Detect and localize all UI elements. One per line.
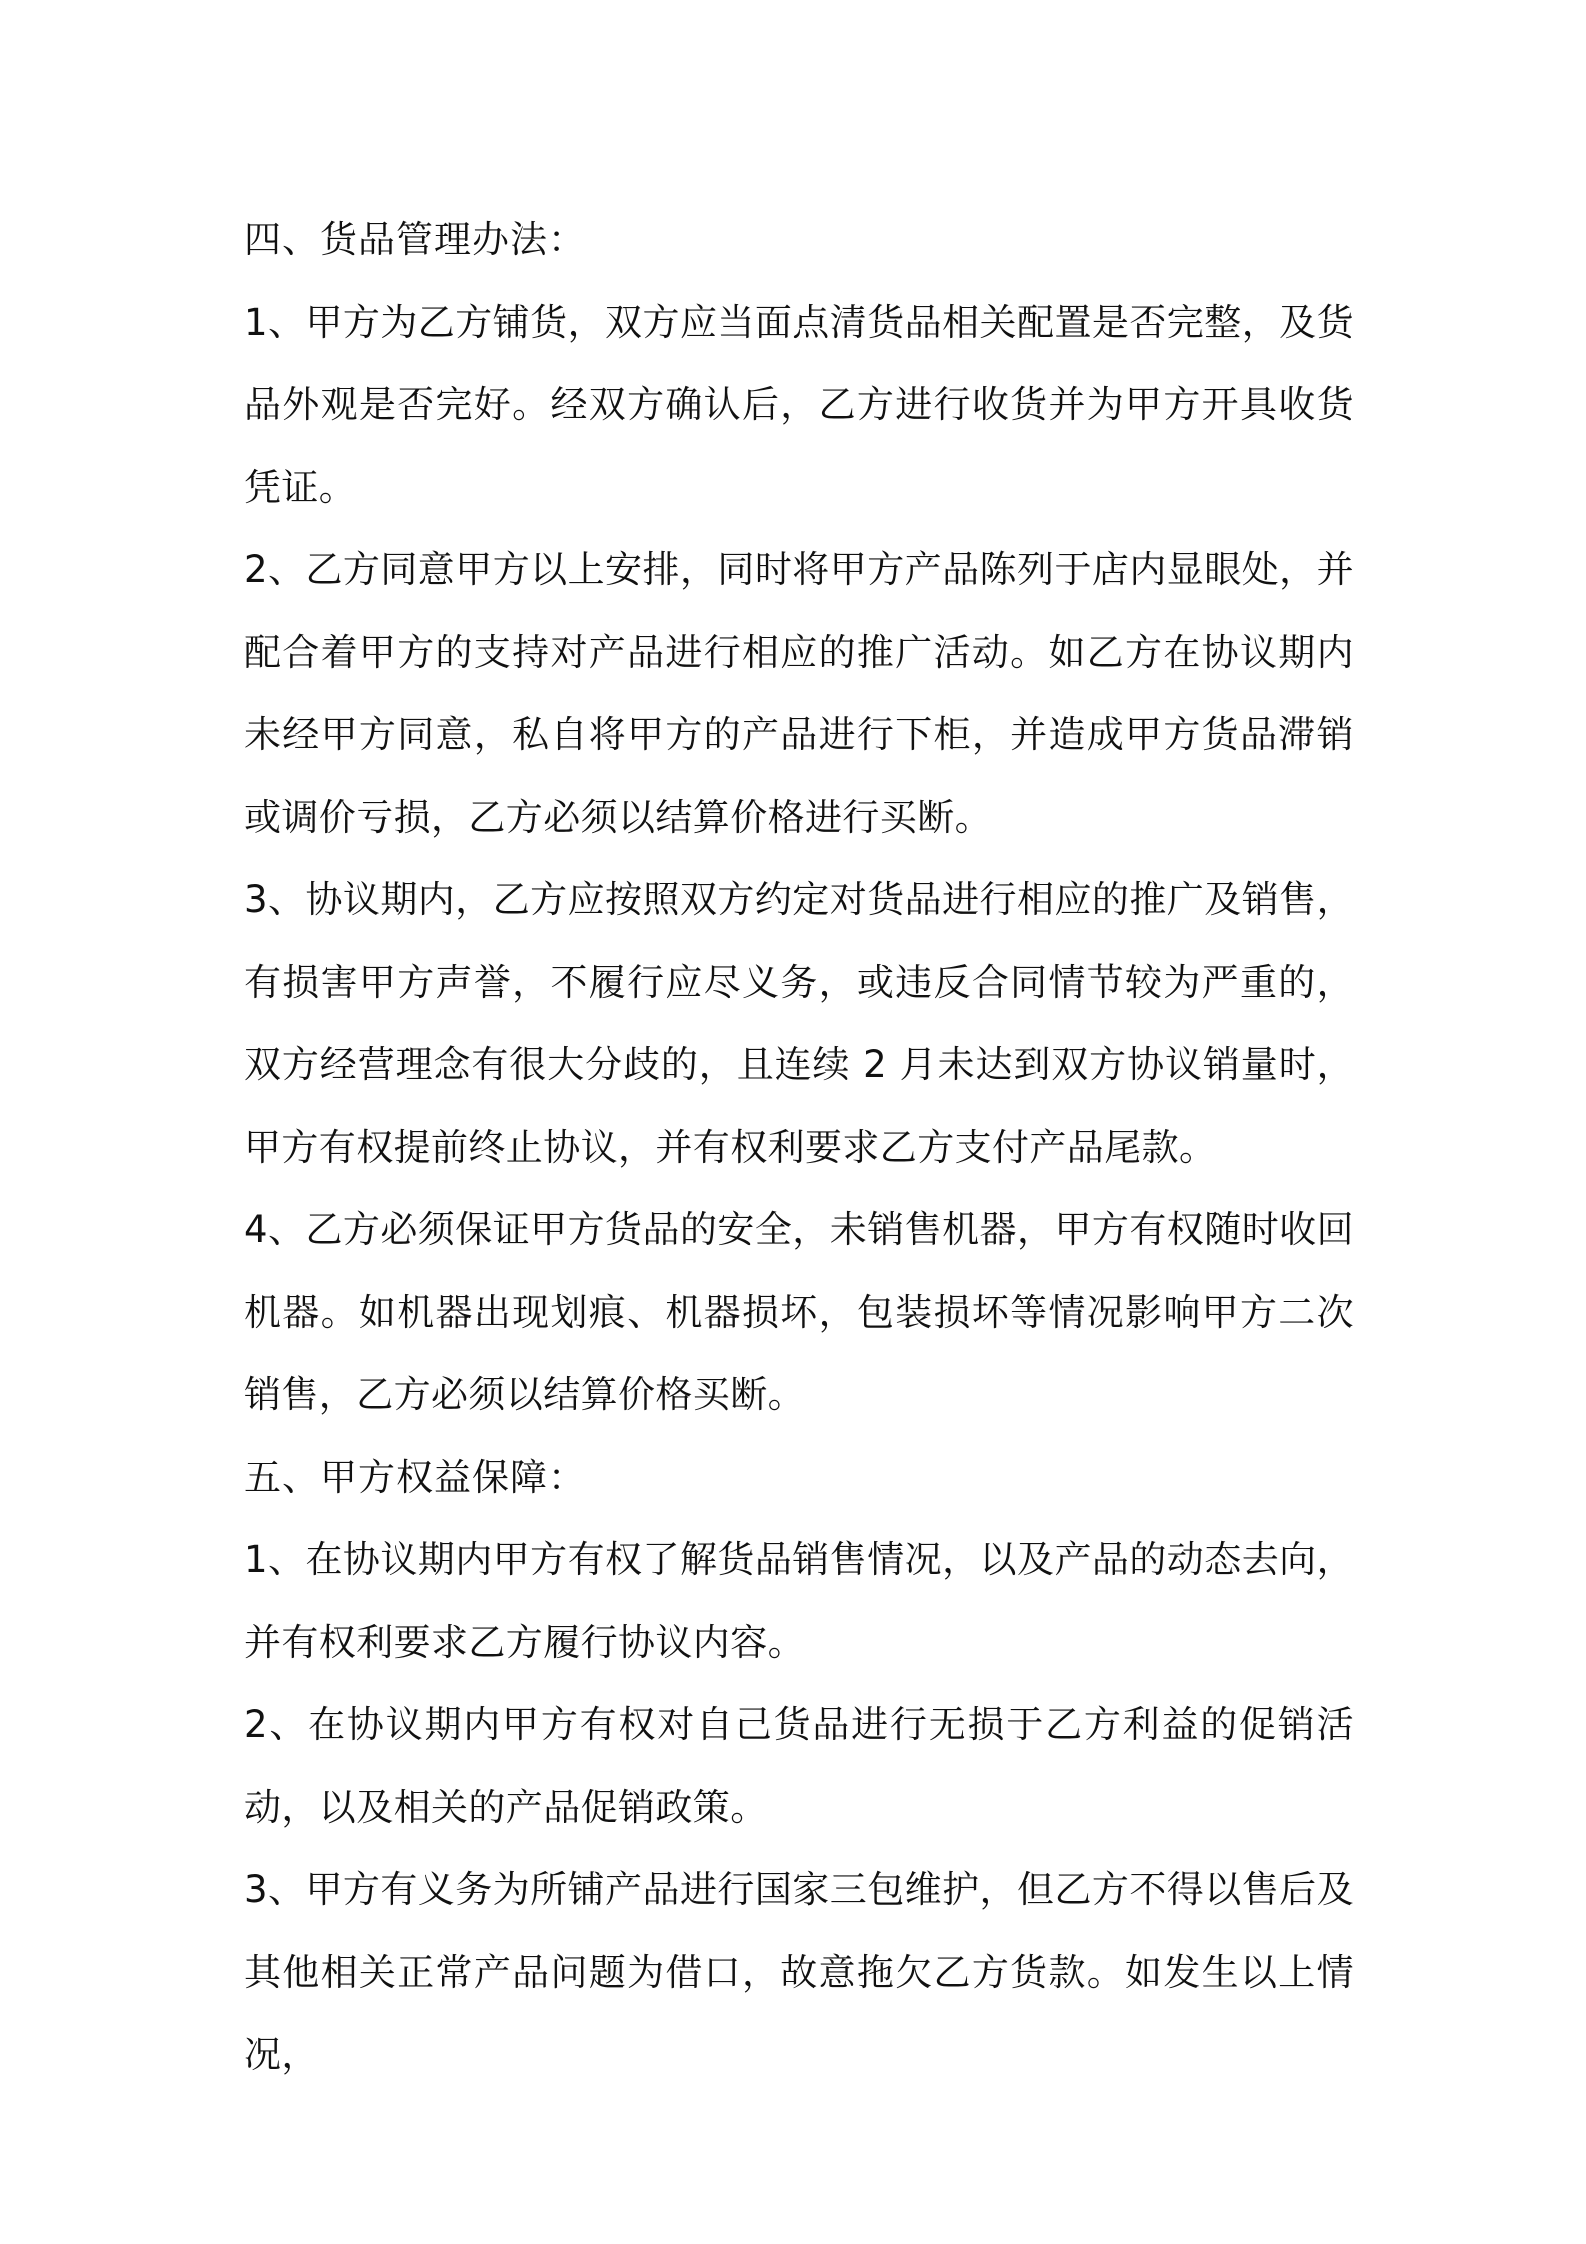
clause-4-2: 2、乙方同意甲方以上安排，同时将甲方产品陈列于店内显眼处，并配合着甲方的支持对产品进行相应的推广活动。如乙方在协议期内未经甲方同意，私自将甲方的产品进行下柜，并造成甲方货品滞销或调价亏损，乙方必须以结算价格进行买断。: [244, 548, 1354, 839]
section-heading-party-a-rights: 五、甲方权益保障：: [244, 1455, 586, 1499]
section-heading-goods-management: 四、货品管理办法：: [244, 218, 586, 261]
clause-5-3: 3、甲方有义务为所铺产品进行国家三包维护，但乙方不得以售后及其他相关正常产品问题为借口，故意拖欠乙方货款。如发生以上情况，: [244, 1868, 1354, 2076]
clause-5-1: 1、在协议期内甲方有权了解货品销售情况，以及产品的动态去向，并有权利要求乙方履行协议内容。: [244, 1538, 1354, 1664]
clause-4-1: 1、甲方为乙方铺货，双方应当面点清货品相关配置是否完整，及货品外观是否完好。经双方确认后，乙方进行收货并为甲方开具收货凭证。: [244, 300, 1354, 509]
clause-4-3: 3、协议期内，乙方应按照双方约定对货品进行相应的推广及销售，有损害甲方声誉，不履行应尽义务，或违反合同情节较为严重的，双方经营理念有很大分歧的，且连续 2 月未达到双方协议销量时，甲方有权提前终止协议，并有权利要求乙方支付产品尾款。: [244, 878, 1354, 1169]
clause-5-2: 2、在协议期内甲方有权对自己货品进行无损于乙方利益的促销活动，以及相关的产品促销政策。: [244, 1703, 1354, 1829]
clause-4-4: 4、乙方必须保证甲方货品的安全，未销售机器，甲方有权随时收回机器。如机器出现划痕、机器损坏，包装损坏等情况影响甲方二次销售，乙方必须以结算价格买断。: [244, 1208, 1354, 1416]
document-body: [244, 199, 1354, 2097]
